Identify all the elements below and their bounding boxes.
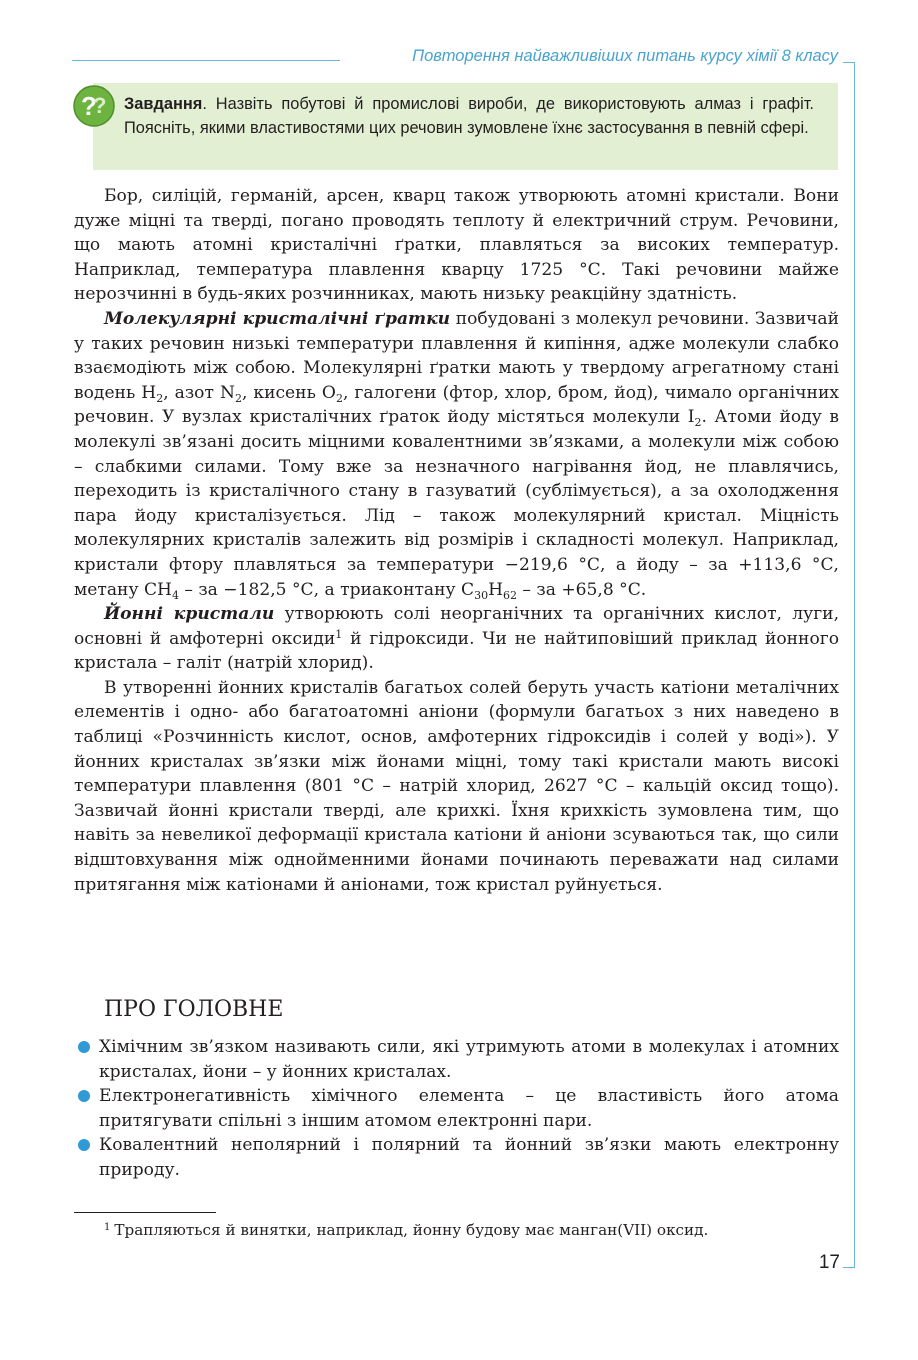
section-heading: ПРО ГОЛОВНЕ [104, 997, 284, 1022]
term-molecular-lattices: Молекулярні кристалічні ґратки [104, 308, 451, 329]
bullet-icon [78, 1139, 90, 1151]
list-item: Ковалентний неполярний і полярний та йонний зв’язки мають електронну природу. [74, 1133, 839, 1182]
footnote-mark: 1 [104, 1222, 111, 1233]
list-item: Хімічним зв’язком називають сили, які утримують атоми в молекулах і атомних кристалах, йони – у йонних кристалах. [74, 1035, 839, 1084]
footnote [104, 1219, 844, 1241]
summary-list [74, 1035, 839, 1183]
svg-text:?: ? [81, 91, 97, 121]
paragraph-ionic-crystals: Йонні кристали утворюють солі неорганічних та органічних кислот, луги, основні й амфотерні оксиди$^1$ й гідроксиди. Чи не найтиповіший приклад йонного кристала – галіт (натрій хлорид). [74, 604, 839, 674]
task-text [124, 92, 814, 140]
main-text [74, 184, 839, 897]
page-edge-rule-top-tick [843, 62, 855, 63]
page-number: 17 [818, 1252, 840, 1273]
list-item: Електронегативність хімічного елемента – це властивість його атома притягувати спільні з іншим атомом електронні пари. [74, 1084, 839, 1133]
task-body: . Назвіть побутові й промислові вироби, де використовують алмаз і графіт. Поясніть, якими властивостями цих речовин зумовлене їхнє застосування в певній сфері. [124, 95, 814, 137]
bullet-icon [78, 1090, 90, 1102]
question-marks-icon [72, 84, 116, 128]
svg-text:?: ? [93, 93, 107, 118]
page-edge-rule [854, 62, 855, 1268]
paragraph-ionic-properties: В утворенні йонних кристалів багатьох солей беруть участь катіони металічних елементів і одно- або багатоатомні аніони (формули багатьох з них наведено в таблиці «Розчинність кислот, основ, амфотерних гідроксидів і солей у воді»). У йонних кристалах зв’язки між йонами міцні, тому такі кристали мають високі температури плавлення (801 °С – натрій хлорид, 2627 °С – кальцій оксид тощо). Зазвичай йонні кристали тверді, але крихкі. Їхня крихкість зумовлена тим, що навіть за невеликої деформації кристала катіони й аніони зсуваються так, що сили відштовхування між однойменними йонами починають переважати над силами притягання між катіонами й аніонами, тож кристал руйнується. [74, 677, 839, 895]
header-rule [72, 60, 340, 61]
footnote-rule [74, 1212, 216, 1213]
task-label: Завдання [124, 95, 203, 113]
paragraph-atomic-crystals: Бор, силіцій, германій, арсен, кварц також утворюють атомні кристали. Вони дуже міцні та тверді, погано проводять теплоту й електричний струм. Речовини, що мають атомні кристалічні ґратки, плавляться за високих температур. Наприклад, температура плавлення кварцу 1725 °С. Такі речовини майже нерозчинні в будь-яких розчинниках, мають низьку реакційну здатність. [74, 186, 839, 305]
term-ionic-crystals: Йонні кристали [104, 604, 275, 625]
bullet-icon [78, 1041, 90, 1053]
running-header: Повторення найважливіших питань курсу хімії 8 класу [412, 47, 838, 65]
footnote-reference: 1 [335, 627, 343, 641]
page-edge-rule-bottom-tick [843, 1267, 855, 1268]
footnote-text: Трапляються й винятки, наприклад, йонну будову має манган(VII) оксид. [114, 1221, 709, 1239]
paragraph-molecular-lattices: Молекулярні кристалічні ґратки побудовані з молекул речовини. Зазвичай у таких речовин низькі температури плавлення й кипіння, адже молекули слабко взаємодіють між собою. Молекулярні ґратки мають у твердому агрегатному стані водень $Н_2$, азот $N_2$, кисень $О_2$, галогени (фтор, хлор, бром, йод), чимало органічних речовин. У вузлах кристалічних ґраток йоду містяться молекули $I_2$. Атоми йоду в молекулі зв’язані досить міцними ковалентними зв’язками, а молекули між собою – слабкими силами. Тому вже за незначного нагрівання йод, не плавлячись, переходить із кристалічного стану в газуватий (сублімується), а за охолодження пара йоду кристалізується. Лід – також молекулярний кристал. Міцність молекулярних кристалів залежить від розмірів і складності молекул. Наприклад, кристали фтору плавляться за температури −219,6 °С, а йоду – за +113,6 °С, метану $СН_4$ – за −182,5 °С, а триаконтану $С_{30}Н_{62}$ – за +65,8 °С. [74, 308, 839, 602]
